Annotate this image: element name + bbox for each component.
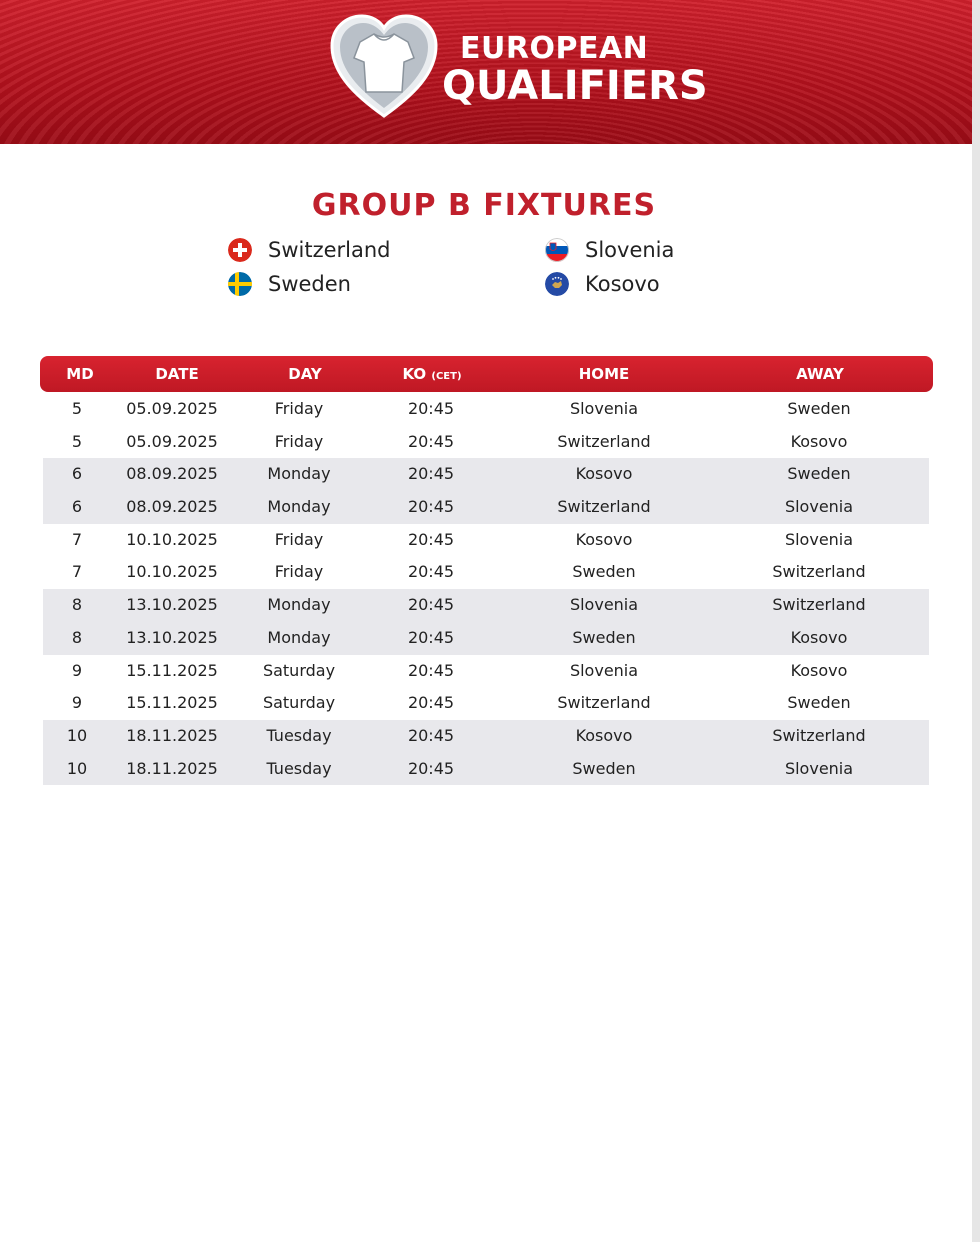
team-name: Slovenia bbox=[585, 238, 675, 262]
qualifiers-heart-logo-icon bbox=[326, 8, 442, 124]
cell-away: Sweden bbox=[787, 693, 851, 713]
cell-away: Slovenia bbox=[784, 529, 854, 549]
cell-day: Tuesday bbox=[266, 758, 332, 778]
table-row bbox=[43, 491, 929, 524]
cell-md: 9 bbox=[71, 693, 83, 713]
cell-md: 10 bbox=[66, 725, 88, 745]
cell-home: Kosovo bbox=[575, 464, 633, 484]
cell-date: 08.09.2025 bbox=[126, 464, 218, 484]
table-row bbox=[43, 393, 929, 426]
cell-ko: 20:45 bbox=[407, 627, 455, 647]
cell-home: Kosovo bbox=[575, 529, 633, 549]
team-kosovo bbox=[545, 272, 660, 296]
table-row bbox=[43, 524, 929, 557]
cell-day: Monday bbox=[267, 497, 331, 517]
cell-home: Switzerland bbox=[557, 431, 651, 451]
cell-ko: 20:45 bbox=[407, 497, 455, 517]
cell-home: Slovenia bbox=[569, 595, 639, 615]
table-row bbox=[43, 458, 929, 491]
team-name: Sweden bbox=[268, 272, 351, 296]
table-row bbox=[43, 589, 929, 622]
cell-day: Monday bbox=[267, 595, 331, 615]
page-edge bbox=[972, 0, 980, 1242]
cell-home: Kosovo bbox=[575, 725, 633, 745]
cell-ko: 20:45 bbox=[407, 464, 455, 484]
cell-date: 10.10.2025 bbox=[126, 529, 218, 549]
cell-away: Kosovo bbox=[790, 660, 848, 680]
team-sweden bbox=[228, 272, 351, 296]
cell-ko: 20:45 bbox=[407, 758, 455, 778]
cell-away: Switzerland bbox=[772, 562, 866, 582]
cell-day: Monday bbox=[267, 464, 331, 484]
cell-ko: 20:45 bbox=[407, 595, 455, 615]
cell-away: Kosovo bbox=[790, 627, 848, 647]
team-name: Switzerland bbox=[268, 238, 391, 262]
cell-away: Switzerland bbox=[772, 595, 866, 615]
page-title: GROUP B FIXTURES bbox=[311, 188, 657, 223]
header-away: AWAY bbox=[796, 365, 844, 383]
header-banner bbox=[0, 0, 972, 144]
cell-home: Slovenia bbox=[569, 399, 639, 418]
cell-date: 15.11.2025 bbox=[126, 660, 218, 680]
team-slovenia bbox=[545, 238, 674, 262]
cell-md: 8 bbox=[71, 627, 83, 647]
cell-ko: 20:45 bbox=[407, 399, 455, 418]
cell-day: Friday bbox=[274, 399, 324, 418]
cell-home: Switzerland bbox=[557, 693, 651, 713]
cell-day: Friday bbox=[274, 529, 324, 549]
cell-day: Saturday bbox=[262, 660, 336, 680]
cell-away: Slovenia bbox=[784, 497, 854, 517]
table-row bbox=[43, 426, 929, 459]
fixtures-table-header bbox=[40, 356, 933, 392]
header-ko-unit: (CET) bbox=[431, 371, 462, 382]
cell-home: Switzerland bbox=[557, 497, 651, 517]
brand-line-1: EUROPEAN bbox=[460, 31, 649, 66]
slovenia-flag-icon bbox=[545, 238, 569, 262]
cell-date: 05.09.2025 bbox=[126, 399, 218, 418]
cell-md: 9 bbox=[71, 660, 83, 680]
cell-day: Friday bbox=[274, 431, 324, 451]
cell-date: 18.11.2025 bbox=[126, 725, 218, 745]
cell-ko: 20:45 bbox=[407, 431, 455, 451]
header-day: DAY bbox=[288, 365, 322, 383]
cell-away: Sweden bbox=[787, 399, 851, 418]
cell-away: Kosovo bbox=[790, 431, 848, 451]
header-md: MD bbox=[66, 365, 94, 383]
cell-md: 5 bbox=[71, 399, 83, 418]
table-row bbox=[43, 622, 929, 655]
sweden-flag-icon bbox=[228, 272, 252, 296]
brand-wordmark bbox=[442, 31, 708, 109]
header-date: DATE bbox=[155, 365, 199, 383]
cell-ko: 20:45 bbox=[407, 660, 455, 680]
cell-home: Sweden bbox=[572, 627, 636, 647]
cell-day: Tuesday bbox=[266, 725, 332, 745]
cell-home: Slovenia bbox=[569, 660, 639, 680]
cell-date: 10.10.2025 bbox=[126, 562, 218, 582]
cell-md: 6 bbox=[71, 497, 83, 517]
header-home: HOME bbox=[578, 365, 630, 383]
cell-away: Sweden bbox=[787, 464, 851, 484]
team-name: Kosovo bbox=[585, 272, 660, 296]
cell-md: 7 bbox=[71, 529, 83, 549]
cell-md: 5 bbox=[71, 431, 83, 451]
cell-md: 7 bbox=[71, 562, 83, 582]
cell-date: 18.11.2025 bbox=[126, 758, 218, 778]
brand-line-2: QUALIFIERS bbox=[442, 63, 708, 109]
cell-ko: 20:45 bbox=[407, 725, 455, 745]
table-row bbox=[43, 687, 929, 720]
cell-ko: 20:45 bbox=[407, 529, 455, 549]
cell-date: 13.10.2025 bbox=[126, 595, 218, 615]
cell-away: Switzerland bbox=[772, 725, 866, 745]
cell-md: 10 bbox=[66, 758, 88, 778]
cell-away: Slovenia bbox=[784, 758, 854, 778]
cell-home: Sweden bbox=[572, 562, 636, 582]
cell-md: 8 bbox=[71, 595, 83, 615]
team-switzerland bbox=[228, 238, 391, 262]
cell-date: 05.09.2025 bbox=[126, 431, 218, 451]
fixtures-table-body bbox=[43, 393, 929, 785]
table-row bbox=[43, 753, 929, 786]
switzerland-flag-icon bbox=[228, 238, 252, 262]
cell-date: 15.11.2025 bbox=[126, 693, 218, 713]
cell-day: Saturday bbox=[262, 693, 336, 713]
cell-ko: 20:45 bbox=[407, 562, 455, 582]
cell-date: 08.09.2025 bbox=[126, 497, 218, 517]
header-ko bbox=[402, 356, 461, 395]
header-ko-label: KO bbox=[402, 365, 427, 383]
table-row bbox=[43, 720, 929, 753]
kosovo-flag-icon bbox=[545, 272, 569, 296]
cell-md: 6 bbox=[71, 464, 83, 484]
table-row bbox=[43, 655, 929, 688]
cell-day: Friday bbox=[274, 562, 324, 582]
table-row bbox=[43, 556, 929, 589]
cell-home: Sweden bbox=[572, 758, 636, 778]
cell-date: 13.10.2025 bbox=[126, 627, 218, 647]
cell-ko: 20:45 bbox=[407, 693, 455, 713]
cell-day: Monday bbox=[267, 627, 331, 647]
